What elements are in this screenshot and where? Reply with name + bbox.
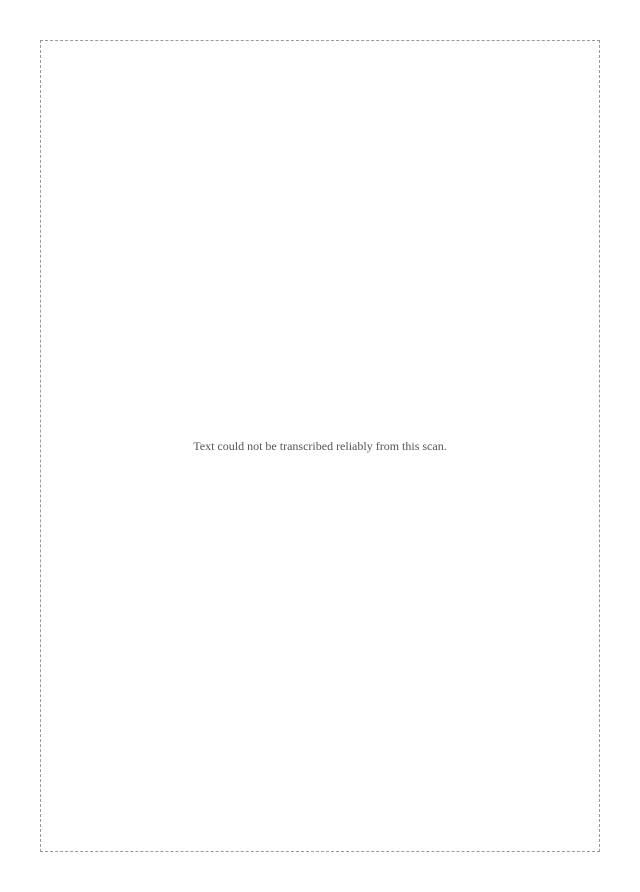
transcription-placeholder: [40, 40, 600, 852]
placeholder-text: Text could not be transcribed reliably from this scan.: [193, 438, 447, 453]
